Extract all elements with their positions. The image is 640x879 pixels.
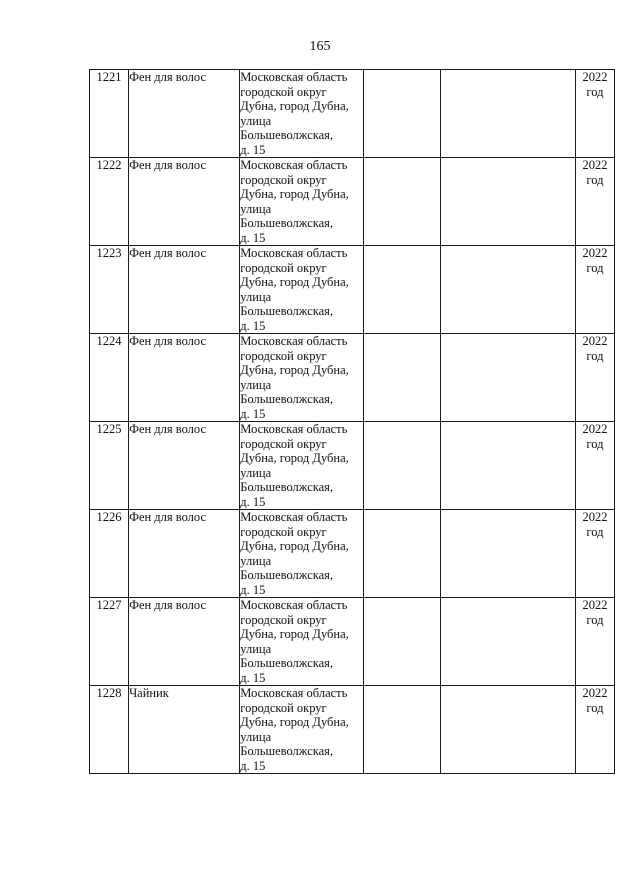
year-value: 2022	[582, 510, 608, 524]
row-number-cell: 1228	[90, 686, 129, 774]
row-number-cell: 1226	[90, 510, 129, 598]
address-line: городской округ	[240, 348, 327, 363]
year-unit: год	[586, 172, 604, 187]
empty-cell-1	[363, 422, 440, 510]
address-cell	[240, 70, 363, 158]
table-row	[90, 158, 615, 246]
address-line: Большеволжская,	[240, 744, 334, 758]
table-row	[90, 422, 615, 510]
empty-cell-1	[363, 246, 440, 334]
table-row	[90, 334, 615, 422]
address-cell	[240, 686, 363, 774]
address-line: д. 15	[240, 670, 266, 685]
year-cell	[575, 70, 614, 158]
registry-table-body	[90, 70, 615, 774]
address-line: улица	[240, 377, 272, 392]
empty-cell-2	[440, 598, 575, 686]
address-line: городской округ	[240, 84, 327, 99]
address-line: улица	[240, 289, 272, 304]
address-cell	[240, 158, 363, 246]
empty-cell-1	[363, 686, 440, 774]
address-line: Московская область	[240, 686, 348, 700]
address-cell	[240, 510, 363, 598]
address-line: Дубна, город Дубна,	[240, 99, 349, 113]
year-unit: год	[586, 612, 604, 627]
address-line: Московская область	[240, 422, 348, 436]
address-line: городской округ	[240, 612, 327, 627]
address-line: д. 15	[240, 318, 266, 333]
year-cell	[575, 510, 614, 598]
address-line: Большеволжская,	[240, 656, 334, 670]
address-line: улица	[240, 729, 272, 744]
address-cell	[240, 598, 363, 686]
address-line: Московская область	[240, 158, 348, 172]
address-line: д. 15	[240, 142, 266, 157]
empty-cell-1	[363, 598, 440, 686]
empty-cell-2	[440, 422, 575, 510]
year-cell	[575, 598, 614, 686]
empty-cell-1	[363, 158, 440, 246]
table-row	[90, 70, 615, 158]
table-row	[90, 510, 615, 598]
year-value: 2022	[582, 246, 608, 260]
address-line: городской округ	[240, 436, 327, 451]
address-line: Дубна, город Дубна,	[240, 715, 349, 729]
address-line: д. 15	[240, 406, 266, 421]
item-name-cell: Фен для волос	[129, 598, 240, 686]
year-value: 2022	[582, 334, 608, 348]
address-line: Большеволжская,	[240, 392, 334, 406]
address-line: д. 15	[240, 494, 266, 509]
empty-cell-2	[440, 686, 575, 774]
address-line: Дубна, город Дубна,	[240, 275, 349, 289]
year-unit: год	[586, 436, 604, 451]
address-line: Московская область	[240, 598, 348, 612]
empty-cell-2	[440, 158, 575, 246]
row-number-cell: 1223	[90, 246, 129, 334]
address-line: городской округ	[240, 260, 327, 275]
address-line: Московская область	[240, 246, 348, 260]
year-value: 2022	[582, 686, 608, 700]
address-line: улица	[240, 465, 272, 480]
year-cell	[575, 246, 614, 334]
item-name-cell: Фен для волос	[129, 70, 240, 158]
row-number-cell: 1221	[90, 70, 129, 158]
year-value: 2022	[582, 158, 608, 172]
item-name-cell: Чайник	[129, 686, 240, 774]
row-number-cell: 1227	[90, 598, 129, 686]
year-cell	[575, 158, 614, 246]
address-line: Дубна, город Дубна,	[240, 187, 349, 201]
item-name-cell: Фен для волос	[129, 334, 240, 422]
year-unit: год	[586, 84, 604, 99]
empty-cell-2	[440, 510, 575, 598]
address-line: Дубна, город Дубна,	[240, 627, 349, 641]
empty-cell-2	[440, 334, 575, 422]
year-cell	[575, 334, 614, 422]
year-unit: год	[586, 700, 604, 715]
year-cell	[575, 422, 614, 510]
row-number-cell: 1222	[90, 158, 129, 246]
year-unit: год	[586, 524, 604, 539]
year-unit: год	[586, 348, 604, 363]
empty-cell-1	[363, 70, 440, 158]
item-name-cell: Фен для волос	[129, 246, 240, 334]
row-number-cell: 1225	[90, 422, 129, 510]
address-line: улица	[240, 201, 272, 216]
address-cell	[240, 422, 363, 510]
address-line: д. 15	[240, 582, 266, 597]
address-line: улица	[240, 641, 272, 656]
address-line: Дубна, город Дубна,	[240, 539, 349, 553]
empty-cell-1	[363, 334, 440, 422]
row-number-cell: 1224	[90, 334, 129, 422]
address-line: городской округ	[240, 524, 327, 539]
registry-table	[89, 69, 615, 774]
table-row	[90, 598, 615, 686]
address-line: д. 15	[240, 230, 266, 245]
address-cell	[240, 246, 363, 334]
year-unit: год	[586, 260, 604, 275]
table-row	[90, 686, 615, 774]
table-row	[90, 246, 615, 334]
item-name-cell: Фен для волос	[129, 158, 240, 246]
year-cell	[575, 686, 614, 774]
address-line: Большеволжская,	[240, 480, 334, 494]
address-line: Московская область	[240, 334, 348, 348]
empty-cell-2	[440, 70, 575, 158]
empty-cell-1	[363, 510, 440, 598]
address-cell	[240, 334, 363, 422]
empty-cell-2	[440, 246, 575, 334]
address-line: улица	[240, 113, 272, 128]
address-line: Московская область	[240, 510, 348, 524]
address-line: городской округ	[240, 172, 327, 187]
address-line: улица	[240, 553, 272, 568]
address-line: городской округ	[240, 700, 327, 715]
year-value: 2022	[582, 598, 608, 612]
address-line: д. 15	[240, 758, 266, 773]
year-value: 2022	[582, 422, 608, 436]
address-line: Московская область	[240, 70, 348, 84]
page-number: 165	[309, 39, 331, 54]
year-value: 2022	[582, 70, 608, 84]
address-line: Дубна, город Дубна,	[240, 451, 349, 465]
address-line: Большеволжская,	[240, 568, 334, 582]
item-name-cell: Фен для волос	[129, 510, 240, 598]
address-line: Дубна, город Дубна,	[240, 363, 349, 377]
address-line: Большеволжская,	[240, 304, 334, 318]
address-line: Большеволжская,	[240, 216, 334, 230]
address-line: Большеволжская,	[240, 128, 334, 142]
item-name-cell: Фен для волос	[129, 422, 240, 510]
